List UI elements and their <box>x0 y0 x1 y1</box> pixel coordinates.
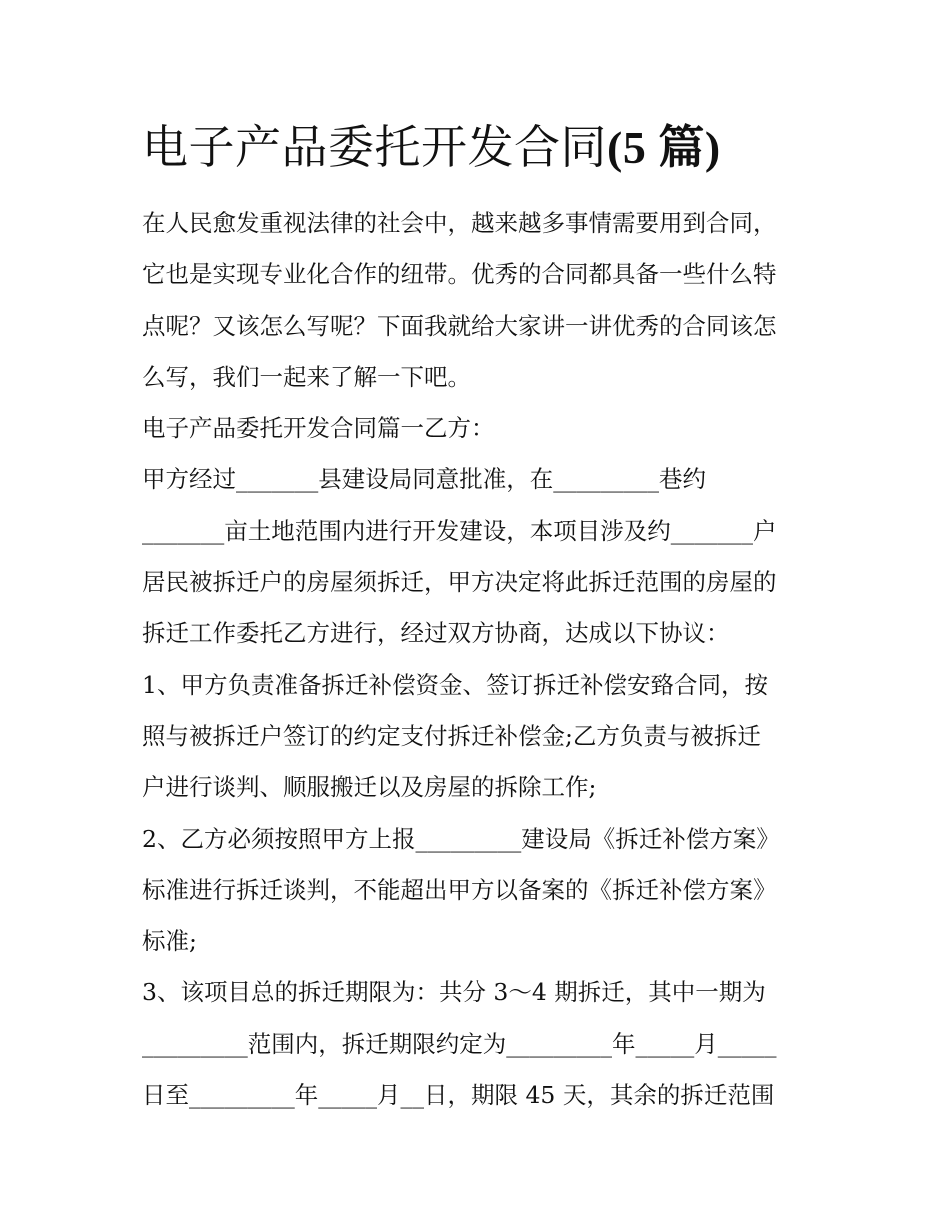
clause-line: 日至_________年_____月__日，期限 45 天，其余的拆迁范围 <box>142 1081 775 1110</box>
clause-line: 照与被拆迁户签订的约定支付拆迁补偿金;乙方负责与被拆迁 <box>142 721 761 750</box>
body-line: 在人民愈发重视法律的社会中，越来越多事情需要用到合同， <box>142 209 777 237</box>
document-title <box>142 112 822 183</box>
body-line: 它也是实现专业化合作的纽带。优秀的合同都具备一些什么特 <box>142 260 777 289</box>
clause-line: 户进行谈判、顺服搬迁以及房屋的拆除工作; <box>142 773 597 802</box>
clause-line: 2、乙方必须按照甲方上报_________建设局《拆迁补偿方案》 <box>142 824 780 853</box>
title-text: 电子产品委托开发合同 <box>142 120 607 174</box>
body-line: _______亩土地范围内进行开发建设，本项目涉及约_______户 <box>142 516 777 545</box>
body-line: 点呢？又该怎么写呢？下面我就给大家讲一讲优秀的合同该怎 <box>142 311 777 340</box>
body-line: 居民被拆迁户的房屋须拆迁，甲方决定将此拆迁范围的房屋的 <box>142 568 777 597</box>
section-heading: 电子产品委托开发合同篇一乙方： <box>142 414 495 443</box>
body-line: 拆迁工作委托乙方进行，经过双方协商，达成以下协议： <box>142 619 730 648</box>
title-count: (5 篇) <box>607 122 721 173</box>
clause-line: 标准进行拆迁谈判，不能超出甲方以备案的《拆迁补偿方案》 <box>142 875 777 904</box>
body-line: 么写，我们一起来了解一下吧。 <box>142 362 471 391</box>
body-line: 甲方经过_______县建设局同意批准，在_________巷约 <box>142 465 706 494</box>
clause-line: 3、该项目总的拆迁期限为：共分 3～4 期拆迁，其中一期为 <box>142 978 766 1007</box>
clause-line: _________范围内，拆迁期限约定为_________年_____月_____ <box>142 1029 777 1058</box>
clause-line: 标准; <box>142 927 197 956</box>
document-body <box>142 198 822 1121</box>
clause-line: 1、甲方负责准备拆迁补偿资金、签订拆迁补偿安臵合同，按 <box>142 670 768 699</box>
